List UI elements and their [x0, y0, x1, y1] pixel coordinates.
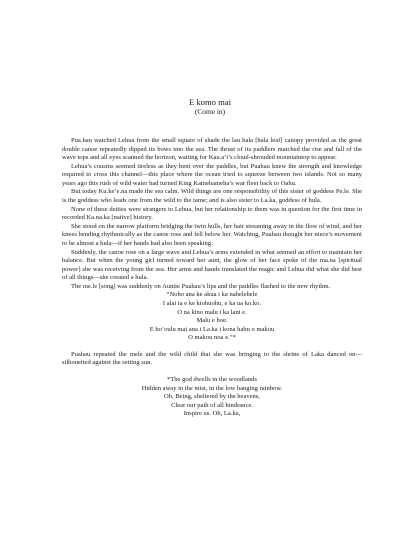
paragraph: None of these deities were strangers to Lehua, but her relationship to them was in question for the first time in recorded Ka.na.ka [native] history. — [62, 205, 362, 222]
translation-line: Inspire us. Oh, La.ka, — [183, 410, 241, 418]
chapter-subtitle: (Come in) — [194, 107, 226, 116]
translation-line: Clear our path of all hindrance. — [171, 401, 253, 409]
paragraph: Suddenly, the canoe rose on a large wave and Lehua’s arms extended in what seemed an effort to maintain her balance. But when the young girl turned toward her aunt, the glow of her face spoke of the ma.na [spiritual power] she was receiving from the sea. Her arms and hands translated the magic and Lehua did what she did best of all things—she created a hula. — [62, 248, 362, 282]
chant-line: I alai ia e ke kiohuohu, e ka ua ko.ko. — [162, 299, 262, 307]
chant-line: O na kino malu i ka lani e. — [177, 308, 247, 316]
translation-line: *The god dwells in the woodlands — [166, 376, 257, 384]
chant-line: Malu e hoe. — [196, 317, 228, 325]
spacer — [62, 368, 362, 376]
paragraph: She stood on the narrow platform bridging the twin hulls, her hair streaming away in the flow of wind, and her knees bending rhythmically as the canoe rose and fell below her. Watching, Puahau thought her niece’s movement to be almost a hula—if her hands had also been speaking. — [62, 222, 362, 247]
translation-line: Oh, Being, sheltered by the heavens, — [164, 393, 260, 401]
chant-line: “Noho ana ke akua i ka nahelehele — [166, 291, 258, 299]
translation-line: Hidden away in the mist, in the low hanging rainbow. — [141, 384, 283, 392]
body-text — [62, 137, 362, 419]
chant-line: O makou noa e.”* — [188, 334, 236, 342]
paragraph: Lehua’s cousins seemed tireless as they bent over the paddles, but Puahau knew the strength and knowledge required to cross this channel—this place where the ocean tried to squeeze between two islands. Not so many years ago this rush of wild water had turned King Kamehameha’s war fleet back to Oahu. — [62, 162, 362, 187]
chant-verse — [62, 291, 362, 342]
translation-verse — [62, 376, 362, 419]
paragraph: The me.le [song] was suddenly on Auntie Puahau’s lips and the paddles flashed to the new rhythm. — [71, 282, 331, 290]
chant-line: E ho’oulu mai ana i La.ka i kona habu o makou — [149, 325, 275, 333]
spacer — [62, 343, 362, 351]
paragraph: Pua.hau watched Lehua from the small square of shade the lau hala [hala leaf] canopy provided as the great double canoe repeatedly dipped its bows into the sea. The thrust of its paddlers matched the rise and fall of the wave tops and all eyes scanned the horizon, waiting for Kau.a’i’s cloud-shrouded mountaintop to appear. — [62, 137, 362, 162]
chapter-title: E komo mai — [188, 97, 231, 107]
paragraph: But today Ku.ke’e.na made the sea calm. Wild things are one responsibility of this sister of goddess Pe.le. She is the goddess who leads one from the wild to the tame; and is also sister to La.ka, goddess of hula. — [62, 188, 362, 205]
paragraph: Puahau repeated the mele and the wild child that she was bringing to the shrine of Laka danced on—silhouetted against the setting sun. — [62, 350, 362, 367]
